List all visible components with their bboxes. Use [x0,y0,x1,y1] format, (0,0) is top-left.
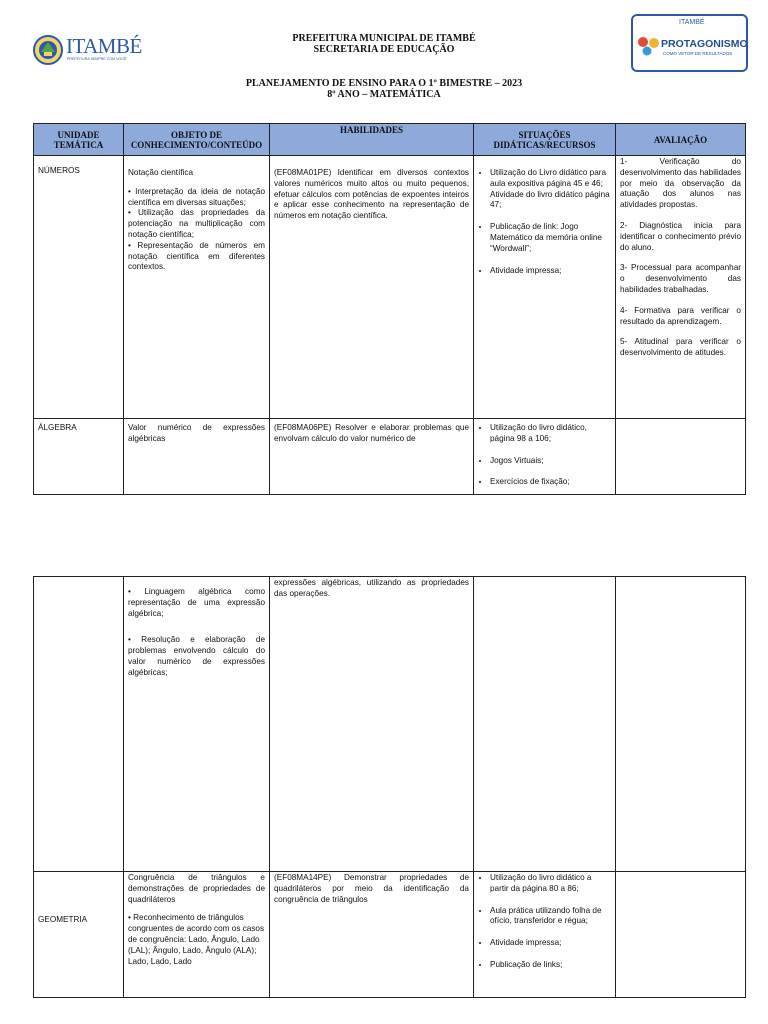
table-header-row [34,124,746,156]
avaliacao-item: 1- Verificação do desenvolvimento das habilidades por meio da observação da atuação dos alunos nas atividades propostas. [620,157,741,210]
col-avaliacao-header: AVALIAÇÃO [616,124,746,156]
table-row-numeros [34,156,746,419]
protagonismo-logo [631,14,748,72]
unidade-cell: ÁLGEBRA [34,419,124,495]
objeto-item: • Representação de números em notação científica em diferentes contextos. [128,240,265,272]
logo-tagline: PREFEITURA SEMPRE COM VOCÊ [67,57,127,61]
list-item: • Aula prática utilizando folha de ofício, transferidor e régua; [490,906,611,928]
header-line2: SECRETARIA DE EDUCAÇÃO [313,44,455,55]
objeto-cell [124,577,270,872]
planning-table [33,123,746,495]
situacoes-cell [474,156,616,419]
objeto-item: • Reconhecimento de triângulos congruentes de acordo com os casos de congruência: Lado, Ângulo, Lado (LAL); Ângulo, Lado, Ângulo (ALA); Lado, Lado, Lado [128,913,265,966]
list-item: • Jogos Virtuais; [490,456,611,467]
avaliacao-item: 3- Processual para acompanhar o desenvolvimento das habilidades trabalhadas. [620,263,741,294]
habilidade-cell: (EF08MA14PE) Demonstrar propriedades de quadriláteros por meio da identificação da congruência de triângulos [270,872,474,998]
plan-title: PLANEJAMENTO DE ENSINO PARA O 1º BIMESTRE – 2023 [245,78,523,89]
list-item: • Atividade impressa; [490,938,611,949]
avaliacao-item: 2- Diagnóstica inicia para identificar o conhecimento prévio do aluno. [620,220,741,252]
objeto-cell [124,156,270,419]
situacoes-cell [474,872,616,998]
itambe-logo [32,28,142,72]
objeto-title: Congruência de triângulos e demonstrações de propriedades de quadriláteros [128,873,265,904]
planning-table-continued [33,576,746,998]
list-item: • Publicação de links; [490,960,611,971]
habilidade-cell: (EF08MA01PE) Identificar em diversos contextos valores numéricos muito altos ou muito pequenos, efetuar cálculos com potências de expoentes inteiros e aplicar esse conhecimento na representação de números em notação científica. [270,156,474,419]
objeto-cell: Valor numérico de expressões algébricas [124,419,270,495]
list-item: • Utilização do Livro didático para aula expositiva página 45 e 46; Atividade do livro didático página 47; [490,168,611,211]
avaliacao-cell [616,577,746,872]
habilidade-cell: expressões algébricas, utilizando as propriedades das operações. [270,577,474,872]
objeto-title: Notação científica [128,168,194,177]
unidade-cell: GEOMETRIA [34,872,124,998]
list-item: • Utilização do livro didático a partir da página 80 a 86; [490,873,611,895]
situacoes-cell [474,577,616,872]
unidade-cell: NÚMEROS [34,156,124,419]
avaliacao-item: 4- Formativa para verificar o resultado da aprendizagem. [620,305,741,326]
list-item: • Publicação de link: Jogo Matemático da memória online “Wordwall”; [490,222,611,254]
list-item: • Atividade impressa; [490,266,611,277]
objeto-cell [124,872,270,998]
objeto-item: • Linguagem algébrica como representação de uma expressão algébrica; [128,587,265,618]
avaliacao-cell [616,156,746,419]
logo-right-word: PROTAGONISMO [661,38,748,50]
table-row-geometria [34,872,746,998]
logo-name: ITAMBÉ [66,34,142,58]
logo-right-sub: COMO VETOR DE RESULTADOS [663,51,733,56]
list-item: • Utilização do livro didático, página 98 a 106; [490,423,611,445]
col-objeto-header: OBJETO DE CONHECIMENTO/CONTEÚDO [124,124,270,156]
objeto-item: • Interpretação da ideia de notação científica em diversas situações; [128,186,265,207]
unidade-cell [34,577,124,872]
logo-right-top: ITAMBÉ [679,19,705,26]
plan-subtitle: 8º ANO – MATEMÁTICA [327,89,441,100]
col-unidade-header: UNIDADE TEMÁTICA [34,124,124,156]
gears-icon [637,36,661,56]
col-habilidades-header: HABILIDADES [270,124,474,156]
habilidade-cell: (EF08MA06PE) Resolver e elaborar problemas que envolvam cálculo do valor numérico de [270,419,474,495]
table-row-algebra [34,419,746,495]
header-line1: PREFEITURA MUNICIPAL DE ITAMBÉ [292,33,476,44]
list-item: • Exercícios de fixação; [490,477,611,488]
objeto-item: • Resolução e elaboração de problemas envolvendo cálculo do valor numérico de expressões algébricas; [128,635,265,677]
avaliacao-cell [616,872,746,998]
avaliacao-cell [616,419,746,495]
objeto-item: • Utilização das propriedades da potenciação na multiplicação com notação científica; [128,208,265,239]
col-situacoes-header: SITUAÇÕES DIDÁTICAS/RECURSOS [474,124,616,156]
table-row-algebra-cont [34,577,746,872]
avaliacao-item: 5- Atitudinal para verificar o desenvolvimento de atitudes. [620,337,741,358]
situacoes-cell [474,419,616,495]
